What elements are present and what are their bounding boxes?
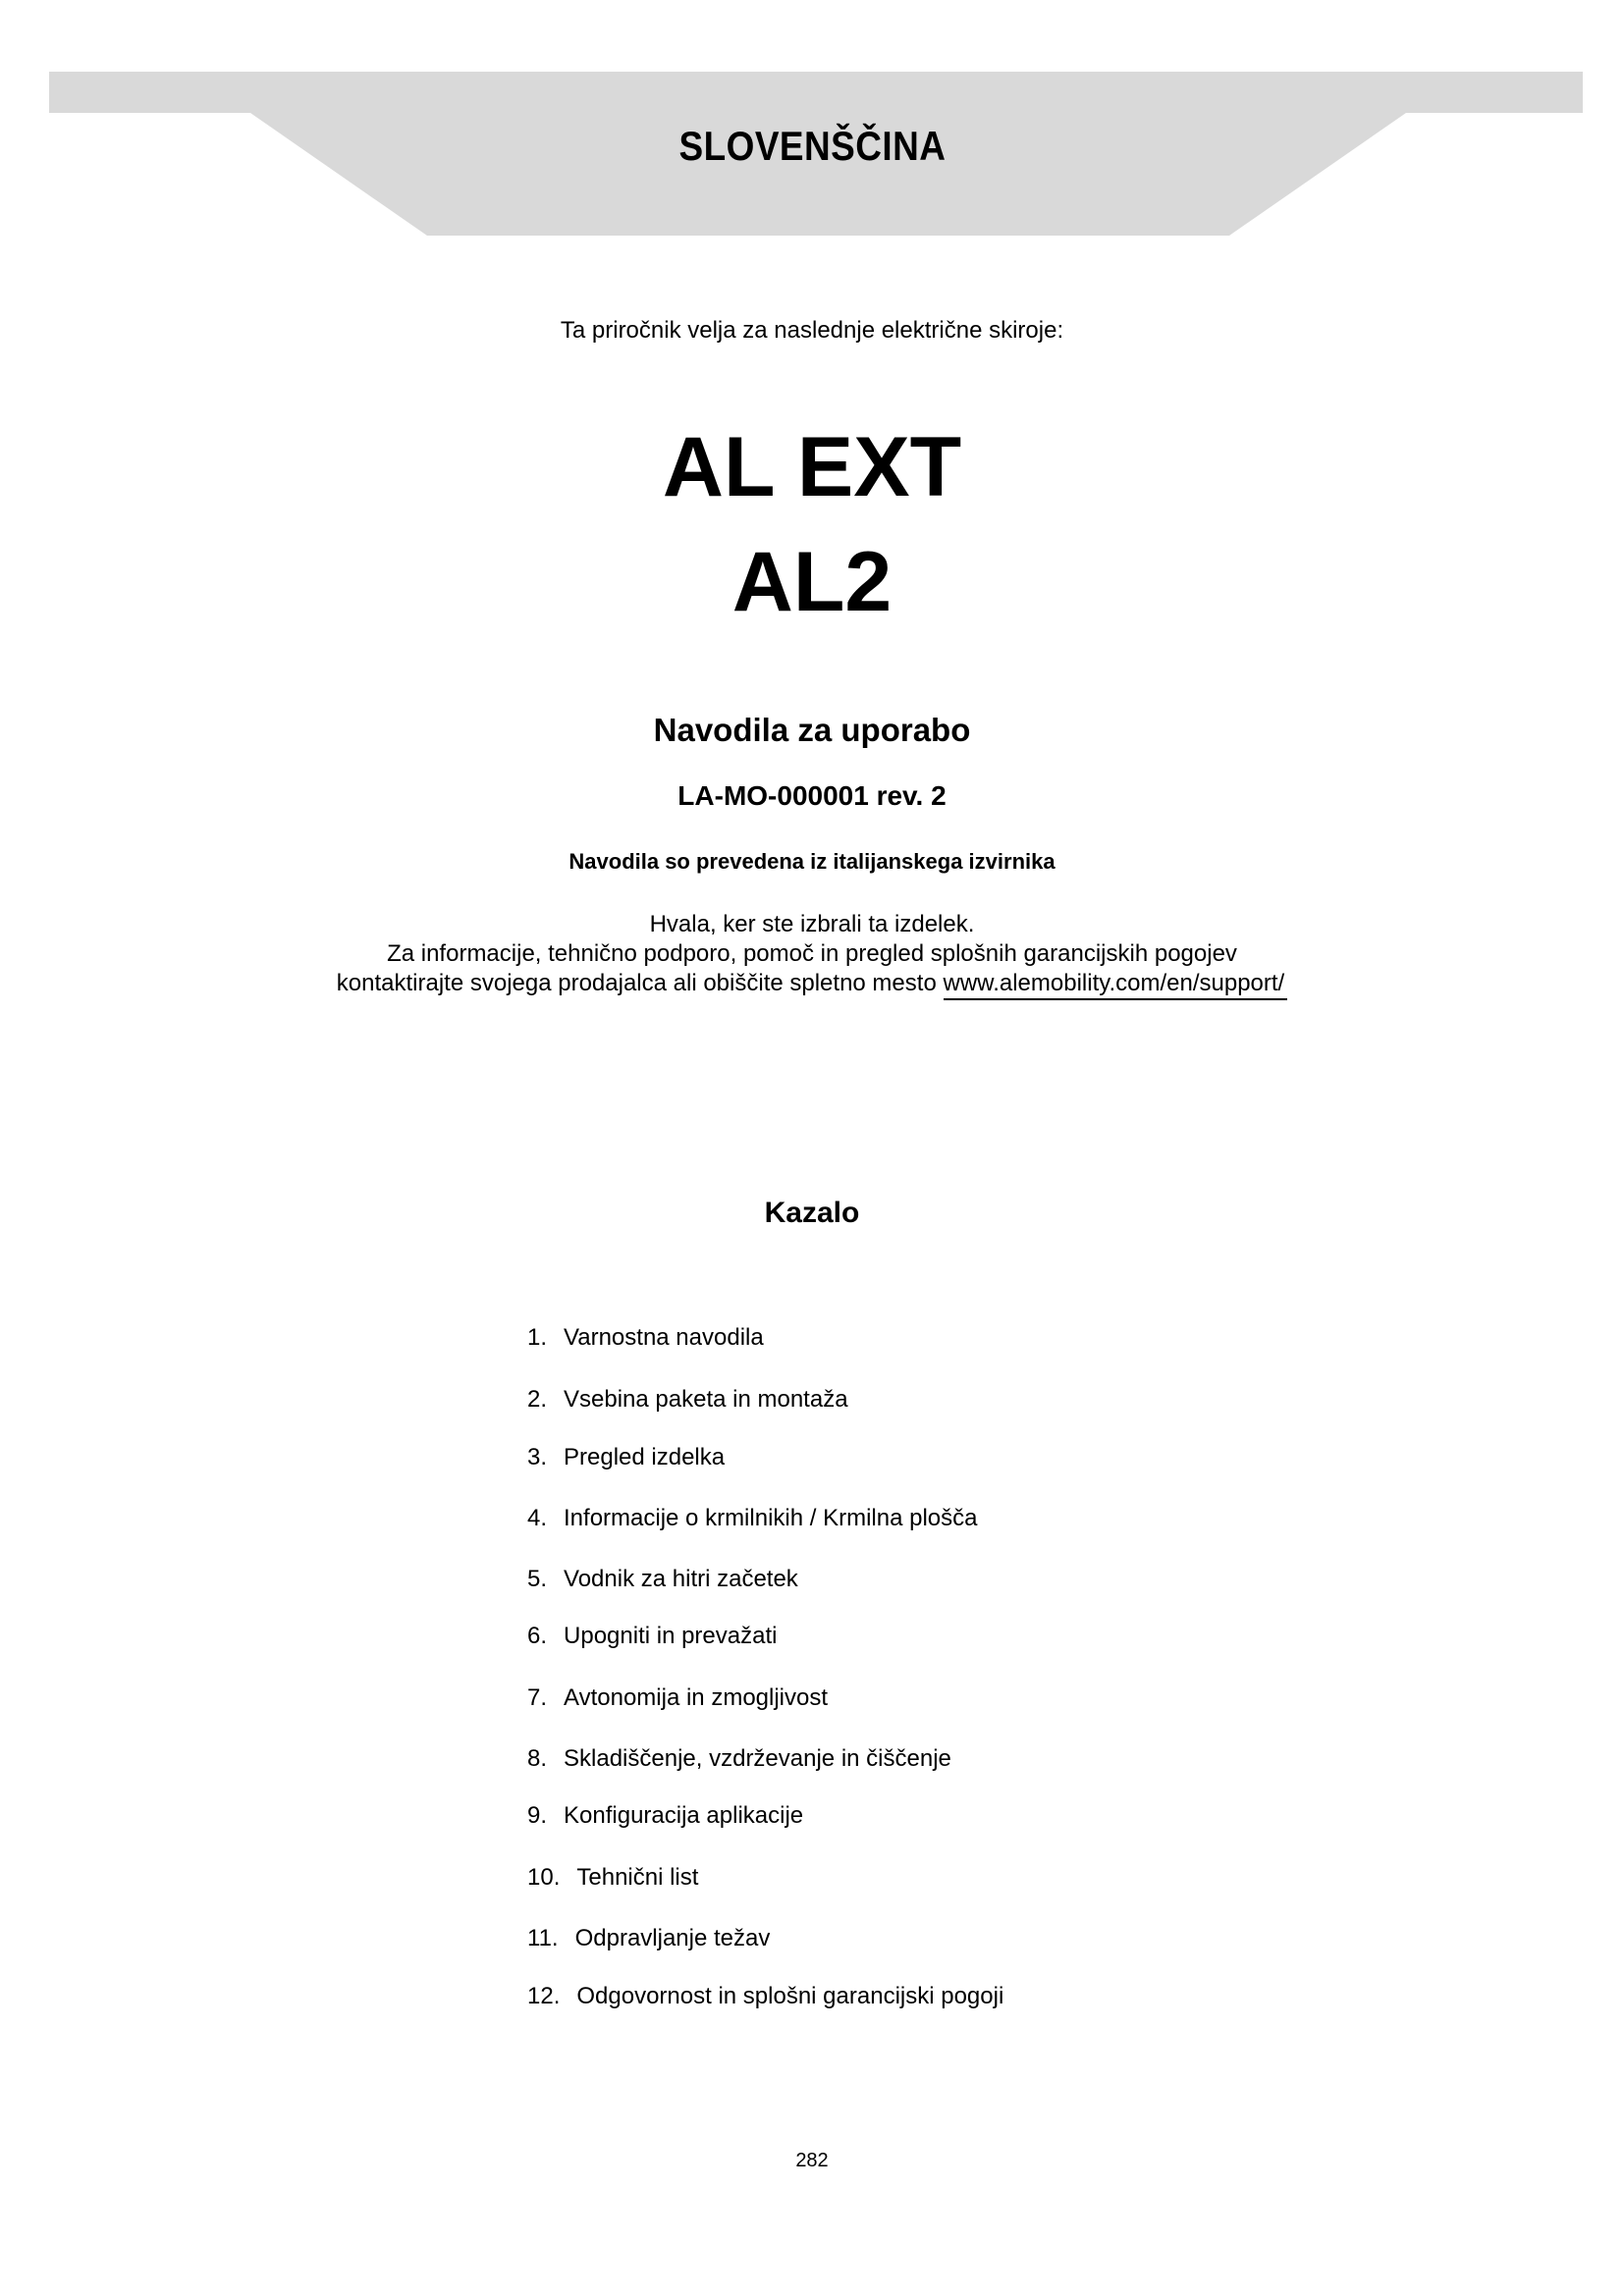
toc-item-number: 5. bbox=[527, 1566, 548, 1592]
page-number: 282 bbox=[795, 2150, 829, 2171]
toc-item-label: Avtonomija in zmogljivost bbox=[564, 1684, 829, 1711]
toc-item-number: 7. bbox=[527, 1684, 548, 1711]
toc-item bbox=[527, 1745, 951, 1773]
toc-item bbox=[527, 1983, 1003, 2010]
toc-item bbox=[527, 1802, 803, 1830]
toc-item-label: Odgovornost in splošni garancijski pogoji bbox=[576, 1983, 1004, 2009]
toc-item-label: Tehnični list bbox=[576, 1864, 699, 1891]
toc-item bbox=[527, 1864, 698, 1892]
header-title-container bbox=[0, 122, 1624, 181]
toc-item bbox=[527, 1623, 777, 1650]
toc-item-number: 10. bbox=[527, 1864, 561, 1891]
model-name-al2: AL2 bbox=[731, 535, 893, 629]
toc-item-number: 1. bbox=[527, 1324, 548, 1351]
toc-item-number: 2. bbox=[527, 1386, 548, 1413]
toc-item-label: Vodnik za hitri začetek bbox=[564, 1566, 798, 1592]
toc-item bbox=[527, 1925, 770, 1952]
manual-title: Navodila za uporabo bbox=[653, 712, 971, 748]
toc-item-label: Skladiščenje, vzdrževanje in čiščenje bbox=[564, 1745, 951, 1772]
toc-item-number: 11. bbox=[527, 1925, 559, 1951]
toc-item bbox=[527, 1444, 725, 1471]
toc-item bbox=[527, 1386, 848, 1414]
support-link[interactable]: www.alemobility.com/en/support/ bbox=[944, 970, 1288, 1000]
contact-line-thanks: Hvala, ker ste izbrali ta izdelek. bbox=[649, 911, 975, 937]
toc-item-label: Odpravljanje težav bbox=[574, 1925, 771, 1951]
toc-item-number: 3. bbox=[527, 1444, 548, 1470]
toc-item-number: 9. bbox=[527, 1802, 548, 1829]
toc-item bbox=[527, 1684, 828, 1712]
contact-line-support bbox=[0, 969, 1624, 998]
manual-code: LA-MO-000001 rev. 2 bbox=[677, 780, 947, 811]
contact-line-support-text: kontaktirajte svojega prodajalca ali obiščite spletno mesto bbox=[336, 970, 937, 996]
toc-item-number: 8. bbox=[527, 1745, 548, 1772]
model-name-al-ext: AL EXT bbox=[662, 420, 962, 514]
contact-line-info: Za informacije, tehnično podporo, pomoč in pregled splošnih garancijskih pogojev bbox=[387, 940, 1237, 967]
header-title: SLOVENŠČINA bbox=[678, 123, 946, 169]
toc-item-label: Konfiguracija aplikacije bbox=[564, 1802, 804, 1829]
toc-item-label: Informacije o krmilnikih / Krmilna plošča bbox=[564, 1505, 978, 1531]
translation-note: Navodila so prevedena iz italijanskega izvirnika bbox=[568, 849, 1056, 874]
toc-item bbox=[527, 1566, 798, 1593]
toc-item-label: Pregled izdelka bbox=[564, 1444, 726, 1470]
toc-item-number: 6. bbox=[527, 1623, 548, 1649]
toc-item-label: Varnostna navodila bbox=[564, 1324, 764, 1351]
toc-item bbox=[527, 1505, 977, 1532]
toc-item-label: Vsebina paketa in montaža bbox=[564, 1386, 848, 1413]
intro-text: Ta priročnik velja za naslednje električne skiroje: bbox=[560, 317, 1064, 344]
toc-item-label: Upogniti in prevažati bbox=[564, 1623, 778, 1649]
toc-title: Kazalo bbox=[764, 1197, 860, 1229]
toc-item-number: 12. bbox=[527, 1983, 561, 2009]
toc-item bbox=[527, 1324, 764, 1352]
toc-item-number: 4. bbox=[527, 1505, 548, 1531]
